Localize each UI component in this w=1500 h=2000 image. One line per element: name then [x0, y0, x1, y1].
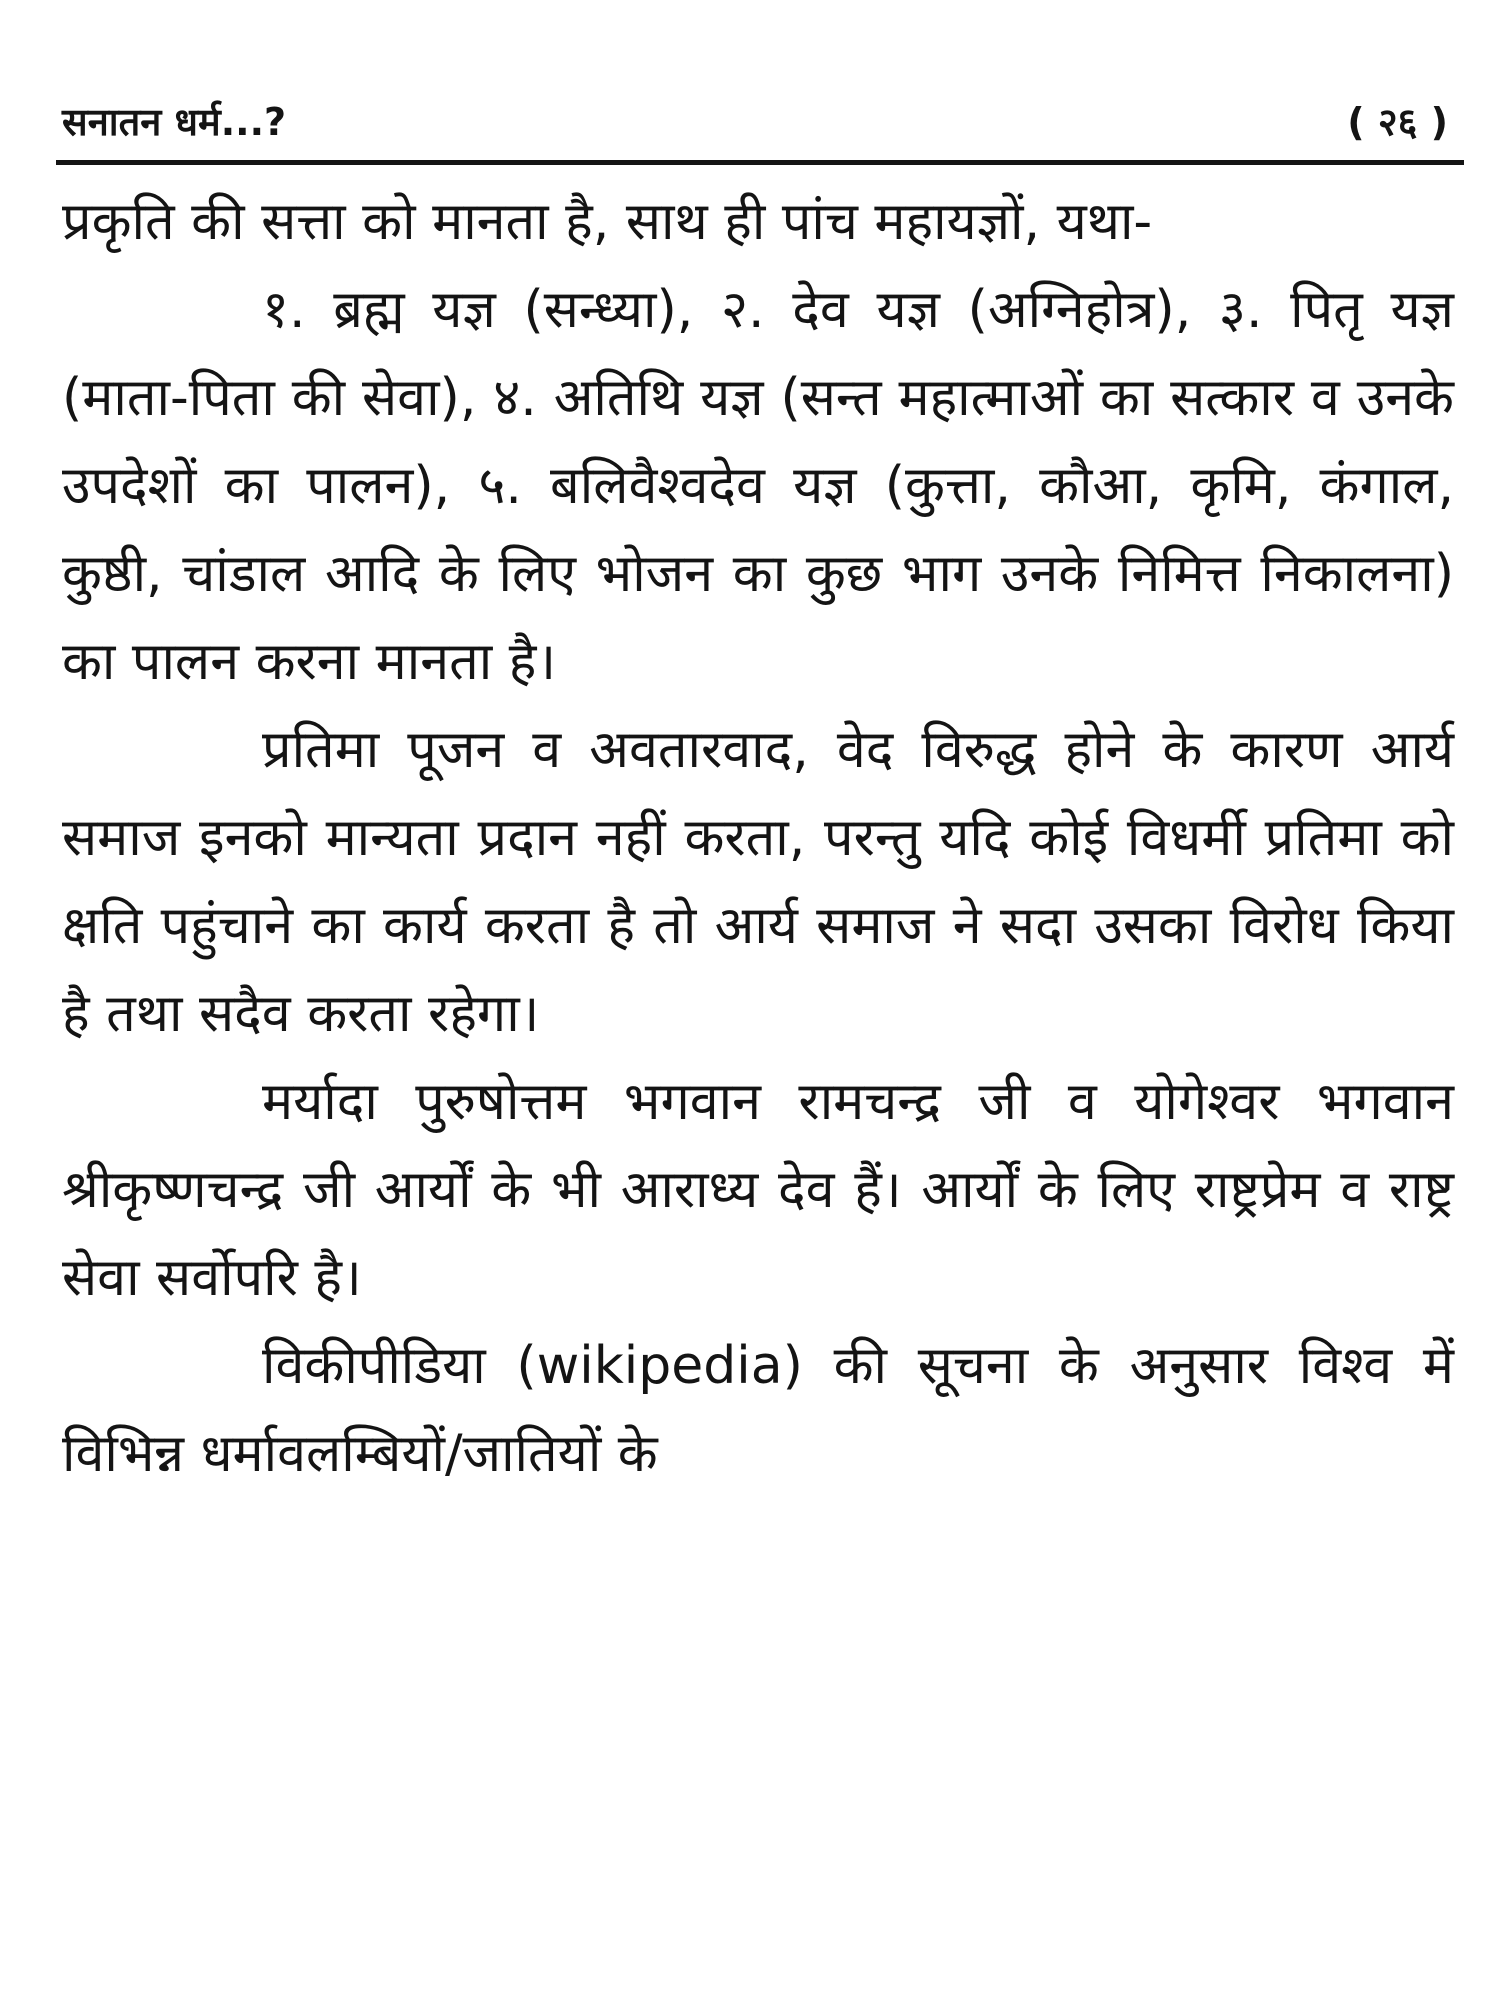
- book-title: सनातन धर्म...?: [62, 100, 287, 144]
- paragraph-ram-krishna: मर्यादा पुरुषोत्तम भगवान रामचन्द्र जी व योगेश्वर भगवान श्रीकृष्णचन्द्र जी आर्यों के भी आराध्य देव हैं। आर्यों के लिए राष्ट्रप्रेम व राष्ट्र सेवा सर्वोपरि है।: [62, 1072, 1454, 1308]
- body-text: [62, 178, 1454, 1498]
- header-rule: [56, 160, 1464, 165]
- paragraph-yajna-list: १. ब्रह्म यज्ञ (सन्ध्या), २. देव यज्ञ (अग्निहोत्र), ३. पितृ यज्ञ (माता-पिता की सेवा), ४. अतिथि यज्ञ (सन्त महात्माओं का सत्कार व उनके उपदेशों का पालन), ५. बलिवैश्वदेव यज्ञ (कुत्ता, कौआ, कृमि, कंगाल, कुष्ठी, चांडाल आदि के लिए भोजन का कुछ भाग उनके निमित्त निकालना) का पालन करना मानता है।: [62, 280, 1454, 692]
- paragraph-idol-worship: प्रतिमा पूजन व अवतारवाद, वेद विरुद्ध होने के कारण आर्य समाज इनको मान्यता प्रदान नहीं करता, परन्तु यदि कोई विधर्मी प्रतिमा को क्षति पहुंचाने का कार्य करता है तो आर्य समाज ने सदा उसका विरोध किया है तथा सदैव करता रहेगा।: [62, 720, 1454, 1044]
- paragraph-wikipedia: विकीपीडिया (wikipedia) की सूचना के अनुसार विश्व में विभिन्न धर्मावलम्बियों/जातियों के: [62, 1336, 1454, 1484]
- paragraph-continuation: प्रकृति की सत्ता को मानता है, साथ ही पांच महायज्ञों, यथा-: [62, 192, 1153, 252]
- running-header: [62, 92, 1460, 152]
- page-number: ( २६ ): [1347, 100, 1448, 144]
